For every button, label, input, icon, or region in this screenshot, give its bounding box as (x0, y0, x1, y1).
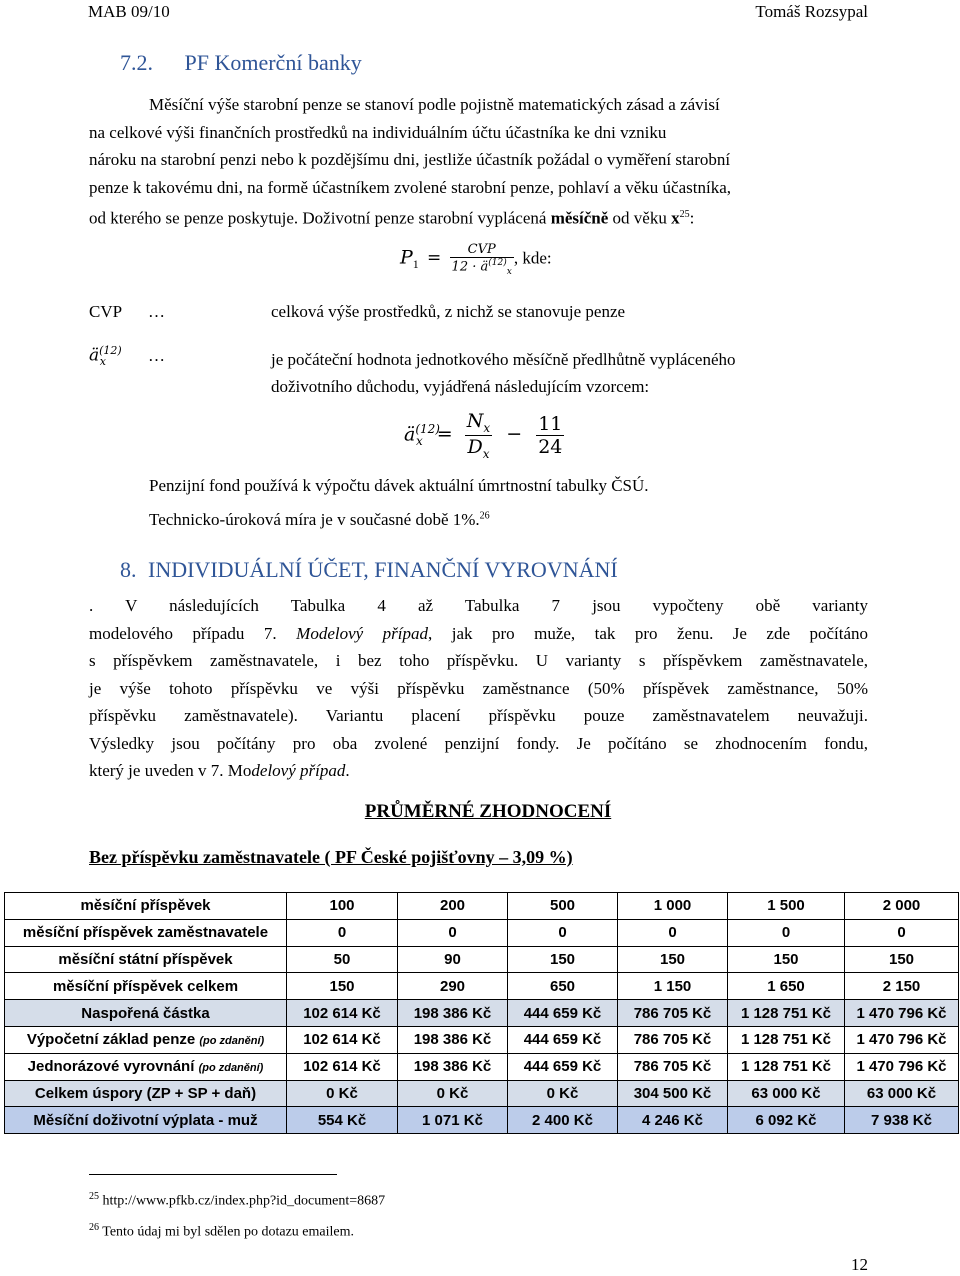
table-cell: 150 (618, 946, 728, 973)
para-line: který je uveden v 7. Modelový případ. (89, 761, 350, 780)
section-number: 7.2. (120, 50, 153, 75)
table-cell: 6 092 Kč (728, 1107, 845, 1134)
table-cell: 0 (508, 919, 618, 946)
table-cell: 290 (398, 973, 508, 1000)
table-row (5, 893, 959, 920)
table-row (5, 1000, 959, 1027)
table-row (5, 919, 959, 946)
table-cell: 4 246 Kč (618, 1107, 728, 1134)
table-cell: 0 (618, 919, 728, 946)
table-cell: 90 (398, 946, 508, 973)
para-line: nároku na starobní penzi nebo k pozdějšímu dni, jestliže účastník požádal o vyměření starobní (89, 150, 731, 169)
table-cell: 100 (287, 893, 398, 920)
table-cell: 1 150 (618, 973, 728, 1000)
row-label: měsíční příspěvek (5, 893, 287, 920)
formula-p1: $P_1$ = $\frac{\text{CVP}}{12 \cdot ä^{(12)}_x}$ , kde: (400, 242, 552, 277)
definition-dots: … (148, 346, 165, 365)
section-paragraph (89, 91, 868, 232)
table-cell: 150 (845, 946, 959, 973)
table-cell: 1 470 796 Kč (845, 1053, 959, 1080)
table-cell: 786 705 Kč (618, 1053, 728, 1080)
section-number: 8. (120, 557, 137, 582)
definition-dots: … (148, 302, 165, 321)
row-label: Celkem úspory (ZP + SP + daň) (5, 1080, 287, 1107)
table-row (5, 946, 959, 973)
table-cell: 2 000 (845, 893, 959, 920)
definition-text-cvp: celková výše prostředků, z nichž se stanovuje penze (271, 302, 626, 321)
formula-annuity: $ä^{(12)}_x$ = $\frac{N_x}{D_x}$ − $\frac{11}{24}$ (404, 410, 563, 461)
table-cell: 102 614 Kč (287, 1000, 398, 1027)
table-cell: 150 (728, 946, 845, 973)
para-line-last: od kterého se penze poskytuje. Doživotní penze starobní vyplácená měsíčně od věku $x^{25}$: (89, 208, 695, 228)
footnote-separator (89, 1174, 337, 1175)
row-label: Naspořená částka (5, 1000, 287, 1027)
para-line: . V následujících Tabulka 4 až Tabulka 7 jsou vypočteny obě varianty (89, 596, 868, 615)
table-cell: 1 500 (728, 893, 845, 920)
table-cell: 444 659 Kč (508, 1053, 618, 1080)
footnote-26: $^{26}$ Tento údaj mi byl sdělen po dotazu emailem. (89, 1222, 354, 1240)
table-title: Bez příspěvku zaměstnavatele ( PF České pojišťovny – 3,09 %) (89, 847, 573, 867)
row-label: měsíční státní příspěvek (5, 946, 287, 973)
table-cell: 63 000 Kč (728, 1080, 845, 1107)
table-cell: 7 938 Kč (845, 1107, 959, 1134)
table-cell: 198 386 Kč (398, 1000, 508, 1027)
table-cell: 2 150 (845, 973, 959, 1000)
table-cell: 1 128 751 Kč (728, 1053, 845, 1080)
table-cell: 198 386 Kč (398, 1053, 508, 1080)
table-cell: 0 (845, 919, 959, 946)
table-cell: 786 705 Kč (618, 1026, 728, 1053)
table-cell: 150 (287, 973, 398, 1000)
table-cell: 198 386 Kč (398, 1026, 508, 1053)
definition-term-annuity: $ä^{(12)}_x$ (89, 344, 122, 369)
fraction-n-over-d: $\frac{N_x}{D_x}$ (466, 410, 491, 461)
para-line: Měsíční výše starobní penze se stanoví podle pojistně matematických zásad a závisí (149, 95, 720, 114)
row-label: Výpočetní základ penze (po zdanění) (5, 1026, 287, 1053)
table-cell: 650 (508, 973, 618, 1000)
footnote-link[interactable]: http://www.pfkb.cz/index.php?id_document=8687 (102, 1193, 386, 1209)
footnote-ref-26[interactable]: 26 (479, 510, 490, 522)
table-cell: 1 470 796 Kč (845, 1026, 959, 1053)
header-left: MAB 09/10 (88, 2, 170, 21)
table-row (5, 1107, 959, 1134)
table-cell: 0 (398, 919, 508, 946)
table-cell: 786 705 Kč (618, 1000, 728, 1027)
section-title: PF Komerční banky (184, 50, 362, 75)
section-heading-7-2 (120, 50, 362, 76)
table-row (5, 973, 959, 1000)
note-interest-rate: Technicko-úroková míra je v současné době 1%.$^{26}$ (149, 510, 490, 529)
table-cell: 500 (508, 893, 618, 920)
table-row (5, 1026, 959, 1053)
summary-title: PRŮMĚRNÉ ZHODNOCENÍ (364, 801, 612, 822)
formula-fraction: $\frac{\text{CVP}}{12 \cdot ä^{(12)}_x}$ (451, 242, 512, 277)
table-row (5, 1080, 959, 1107)
table-cell: 1 000 (618, 893, 728, 920)
table-cell: 1 071 Kč (398, 1107, 508, 1134)
table-cell: 1 128 751 Kč (728, 1026, 845, 1053)
table-cell: 0 (287, 919, 398, 946)
row-label: Měsíční doživotní výplata - muž (5, 1107, 287, 1134)
table-cell: 0 Kč (508, 1080, 618, 1107)
note-mortality-tables: Penzijní fond používá k výpočtu dávek aktuální úmrtnostní tabulky ČSÚ. (149, 476, 649, 495)
para-line: na celkové výši finančních prostředků na individuálním účtu účastníka ke dni vzniku (89, 122, 667, 142)
table-cell: 0 (728, 919, 845, 946)
para-line: modelového případu 7. Modelový případ, jak pro muže, tak pro ženu. Je zde počítáno (89, 623, 869, 643)
table-cell: 102 614 Kč (287, 1026, 398, 1053)
para-line: s příspěvkem zaměstnavatele, i bez toho příspěvku. U varianty s příspěvkem zaměstnavatele, (89, 651, 868, 670)
header-right: Tomáš Rozsypal (755, 2, 868, 21)
row-label: měsíční příspěvek zaměstnavatele (5, 919, 287, 946)
table-cell: 1 470 796 Kč (845, 1000, 959, 1027)
section8-paragraph (89, 592, 868, 785)
table-cell: 50 (287, 946, 398, 973)
table-cell: 63 000 Kč (845, 1080, 959, 1107)
table-row (5, 1053, 959, 1080)
table-cell: 1 128 751 Kč (728, 1000, 845, 1027)
definition-term-cvp: CVP (89, 302, 123, 321)
definition-text-annuity: je počáteční hodnota jednotkového měsíčně předlhůtně vypláceného doživotního důchodu, vyjádřená následujícím vzorcem: (271, 350, 736, 396)
fraction-11-over-24: $\frac{11}{24}$ (538, 412, 563, 458)
table-cell: 554 Kč (287, 1107, 398, 1134)
page-number: 12 (851, 1255, 868, 1274)
para-line: příspěvku zaměstnavatele). Variantu placení příspěvku pouze zaměstnavatelem neuvažuji. (89, 706, 868, 725)
para-line: je výše tohoto příspěvku ve výši příspěvku zaměstnance (50% příspěvek zaměstnance, 50% (89, 678, 868, 698)
table-cell: 0 Kč (287, 1080, 398, 1107)
table-cell: 150 (508, 946, 618, 973)
para-line: penze k takovému dni, na formě účastníkem zvolené starobní penze, pohlaví a věku účastníka, (89, 177, 731, 197)
section-heading-8 (120, 557, 618, 583)
table-cell: 0 Kč (398, 1080, 508, 1107)
para-line: Výsledky jsou počítány pro oba zvolené penzijní fondy. Je počítáno se zhodnocením fondu, (89, 733, 868, 753)
footnote-ref-25[interactable]: 25 (679, 209, 690, 220)
table-cell: 304 500 Kč (618, 1080, 728, 1107)
table-cell: 1 650 (728, 973, 845, 1000)
row-label: měsíční příspěvek celkem (5, 973, 287, 1000)
row-label: Jednorázové vyrovnání (po zdanění) (5, 1053, 287, 1080)
table-cell: 102 614 Kč (287, 1053, 398, 1080)
table-cell: 200 (398, 893, 508, 920)
table-cell: 2 400 Kč (508, 1107, 618, 1134)
results-table (4, 892, 959, 1134)
section-title: INDIVIDUÁLNÍ ÚČET, FINANČNÍ VYROVNÁNÍ (148, 557, 618, 582)
footnote-25: $^{25}$ http://www.pfkb.cz/index.php?id_document=8687 (89, 1191, 386, 1209)
table-cell: 444 659 Kč (508, 1000, 618, 1027)
table-cell: 444 659 Kč (508, 1026, 618, 1053)
